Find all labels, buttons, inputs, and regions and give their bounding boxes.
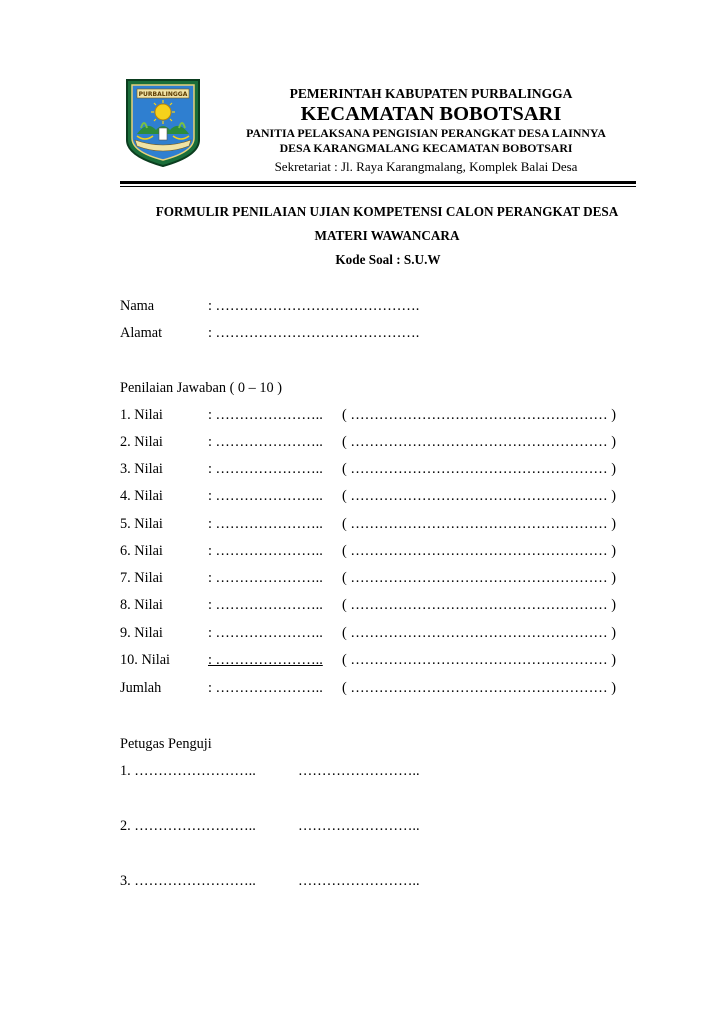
examiners-heading: Petugas Penguji (120, 736, 212, 752)
score-words-line[interactable]: ( ……………………………………………… ) (342, 570, 617, 586)
score-row-label: 9. Nilai (120, 625, 163, 641)
score-row-label: 6. Nilai (120, 543, 163, 559)
letterhead-regency: PEMERINTAH KABUPATEN PURBALINGGA (289, 86, 573, 101)
score-value-line[interactable]: : ………………….. (208, 597, 323, 613)
score-value-line[interactable]: : ………………….. (208, 543, 323, 559)
letterhead-committee: PANITIA PELAKSANA PENGISIAN PERANGKAT DESA LAINNYA (246, 126, 606, 140)
score-words-line[interactable]: ( ……………………………………………… ) (342, 625, 617, 641)
score-words-line[interactable]: ( ……………………………………………… ) (342, 543, 617, 559)
total-words-line[interactable]: ( ……………………………………………… ) (342, 680, 617, 696)
score-words-line[interactable]: ( ……………………………………………… ) (342, 597, 617, 613)
purbalingga-emblem-logo (123, 76, 203, 168)
score-value-line[interactable]: : ………………….. (208, 625, 323, 641)
score-row-label: 8. Nilai (120, 597, 163, 613)
letterhead-rule-thick (120, 181, 636, 184)
form-title-block (120, 200, 636, 272)
examiner-signature-line[interactable]: …………………….. (298, 763, 420, 779)
scoring-heading: Penilaian Jawaban ( 0 – 10 ) (120, 380, 282, 396)
name-label: Nama (120, 298, 155, 314)
form-code: Kode Soal : S.U.W (335, 252, 441, 267)
score-words-line[interactable]: ( ……………………………………………… ) (342, 488, 617, 504)
score-value-line[interactable]: : ………………….. (208, 652, 323, 668)
score-row-label: 2. Nilai (120, 434, 163, 450)
letterhead-address: Sekretariat : Jl. Raya Karangmalang, Komplek Balai Desa (274, 159, 578, 174)
svg-text:PURBALINGGA: PURBALINGGA (138, 91, 188, 98)
total-value-line[interactable]: : ………………….. (208, 680, 323, 696)
form-subtitle: MATERI WAWANCARA (314, 228, 460, 243)
score-row-label: 4. Nilai (120, 488, 163, 504)
address-label: Alamat (120, 325, 163, 341)
score-value-line[interactable]: : ………………….. (208, 434, 323, 450)
score-value-line[interactable]: : ………………….. (208, 516, 323, 532)
score-row-label: 5. Nilai (120, 516, 163, 532)
score-row-label: 7. Nilai (120, 570, 163, 586)
score-words-line[interactable]: ( ……………………………………………… ) (342, 434, 617, 450)
score-words-line[interactable]: ( ……………………………………………… ) (342, 652, 617, 668)
score-words-line[interactable]: ( ……………………………………………… ) (342, 407, 617, 423)
score-row-label: 1. Nilai (120, 407, 163, 423)
letterhead-village: DESA KARANGMALANG KECAMATAN BOBOTSARI (279, 141, 573, 155)
score-words-line[interactable]: ( ……………………………………………… ) (342, 461, 617, 477)
examiner-name-line[interactable]: 1. …………………….. (120, 763, 256, 779)
score-words-line[interactable]: ( ……………………………………………… ) (342, 516, 617, 532)
score-row-label: 3. Nilai (120, 461, 163, 477)
score-value-line[interactable]: : ………………….. (208, 461, 323, 477)
name-input-line[interactable]: : ……………………………………. (208, 298, 420, 314)
examiner-signature-line[interactable]: …………………….. (298, 818, 420, 834)
score-row-label: 10. Nilai (120, 652, 171, 668)
score-value-line[interactable]: : ………………….. (208, 488, 323, 504)
examiner-name-line[interactable]: 3. …………………….. (120, 873, 256, 889)
score-value-line[interactable]: : ………………….. (208, 407, 323, 423)
score-value-line[interactable]: : ………………….. (208, 570, 323, 586)
letterhead-rule-thin (120, 186, 636, 187)
letterhead (212, 86, 640, 176)
examiner-name-line[interactable]: 2. …………………….. (120, 818, 256, 834)
total-label: Jumlah (120, 680, 162, 696)
address-input-line[interactable]: : ……………………………………. (208, 325, 420, 341)
form-title: FORMULIR PENILAIAN UJIAN KOMPETENSI CALON PERANGKAT DESA (155, 204, 619, 219)
letterhead-district: KECAMATAN BOBOTSARI (300, 103, 562, 125)
examiner-signature-line[interactable]: …………………….. (298, 873, 420, 889)
